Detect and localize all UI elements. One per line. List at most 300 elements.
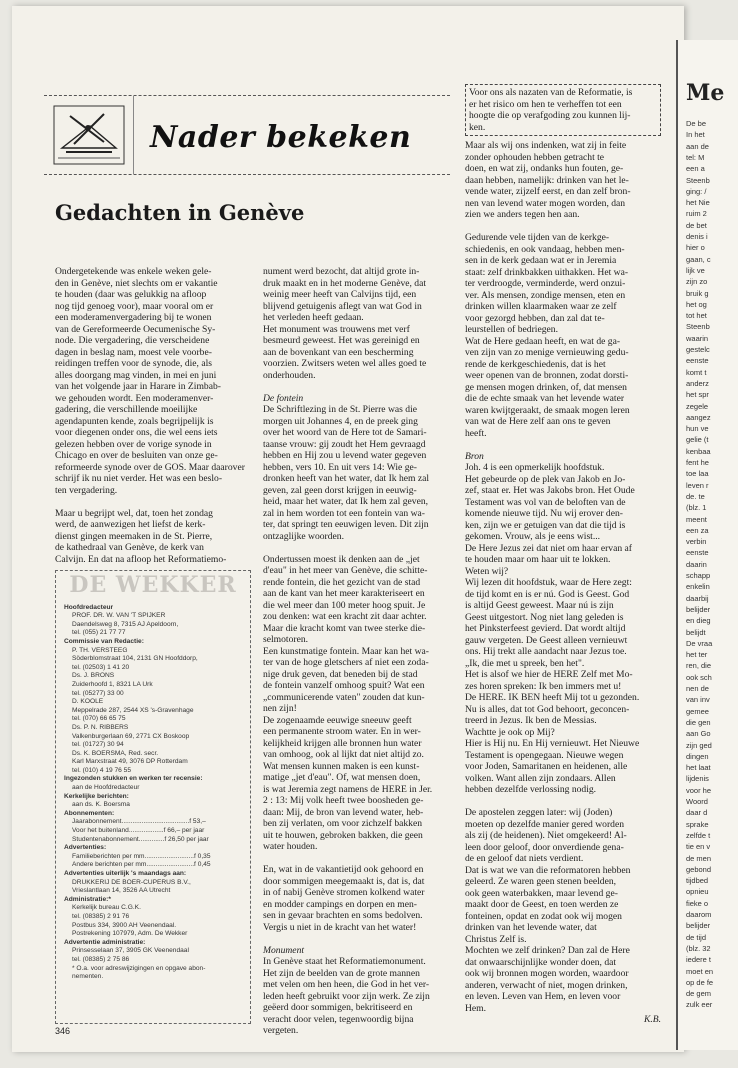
text-line: dronken heeft van het water, dat Ik hem zal: [263, 473, 430, 484]
adjacent-page-line: fent he: [686, 458, 709, 467]
adjacent-page-line: daar d: [686, 808, 708, 818]
adjacent-page-line: en dieg: [686, 616, 711, 626]
text-line: taanse vrouw: gij zoudt het Hem gevraagd: [263, 438, 426, 450]
adjacent-page-line: verbin: [686, 537, 707, 547]
text-line: [263, 853, 455, 865]
colophon-entry: Daendelsweg 8, 7315 AJ Apeldoorn,: [72, 620, 179, 628]
adjacent-page-line: gemee: [686, 706, 709, 716]
text-line: hebben dezelfde verlossing nodig.: [465, 784, 597, 795]
adjacent-page-line: zulk eer: [686, 1000, 713, 1010]
section-title: Nader bekeken: [150, 120, 412, 155]
colophon-label: Hoofdredacteur: [64, 603, 114, 611]
colophon-entry: tel. (05277) 33 00: [72, 689, 124, 697]
text-line: node. Die vergadering, die verscheidene: [55, 335, 210, 346]
colophon-entry: Familieberichten per mm...........................f 0,35: [72, 852, 211, 860]
article-column-3: [465, 84, 661, 1026]
adjacent-page-line: eenste: [686, 548, 709, 558]
adjacent-page-line: schapp: [686, 571, 711, 580]
text-line: heid, maar het water, dat Ik hem zal geven,: [263, 496, 429, 507]
colophon-entry: tel. (070) 66 65 75: [72, 715, 126, 723]
text-line: zes horen spreken: Ik ben immers met u!: [465, 680, 622, 692]
text-line: nen zijn!: [263, 703, 297, 714]
text-line: met velen om hen heen, die God in het ver-: [263, 979, 430, 990]
adjacent-page-line: hun ve: [686, 424, 709, 434]
adjacent-page-line: op de fe: [686, 977, 714, 987]
text-line: ven zijn van zo menige vernieuwing gedu-: [465, 347, 629, 358]
adjacent-page-line: nen de: [686, 684, 709, 693]
colophon-entry: Karl Marxstraat 49, 3076 DP Rotterdam: [72, 758, 188, 766]
text-line: er het risico om hen te verheffen tot een: [469, 98, 622, 110]
adjacent-page-line: kenbaa: [686, 446, 711, 456]
colophon-entry: Kerkelijk bureau C.G.K.: [72, 904, 141, 912]
colophon-entry: Studentenabonnement..............f 26,50 per jaar: [72, 835, 209, 843]
text-line: die de echte smaak van het levende water: [465, 393, 625, 404]
adjacent-page-line: gaan, c: [686, 254, 711, 264]
text-line: zien we anders tegen hen aan.: [465, 209, 580, 220]
adjacent-page-line: moet en: [686, 966, 714, 976]
text-line: De apostelen zeggen later: wij (Joden): [465, 807, 613, 818]
text-line: zef, staat er. Het was Jakobs bron. Het Oude: [465, 485, 635, 496]
text-line: van omhoog, ook al lijkt dat niet altijd zo.: [263, 749, 424, 760]
adjacent-page-line: komt t: [686, 367, 707, 377]
adjacent-page-line: het Nie: [686, 198, 710, 208]
text-line: [465, 439, 661, 451]
adjacent-page-line: enkelin: [686, 582, 710, 592]
text-line: zal in hem worden tot een fontein van wa-: [263, 507, 425, 519]
adjacent-page: [676, 40, 738, 1050]
adjacent-page-line: zegele: [686, 401, 709, 411]
text-line: leden heeft gebruikt voor zijn werk. Ze zijn: [263, 990, 430, 1002]
adjacent-page-line: gebond: [686, 864, 712, 874]
text-line: alles doorgang mag vinden, in mei en juni: [55, 369, 217, 381]
adjacent-page-line: tie en v: [686, 842, 711, 852]
text-line: moeten op dezelfde manier gered worden: [465, 818, 625, 830]
text-line: hebben, vers 10. En uit vers 14: Wie ge-: [263, 461, 417, 473]
text-line: daan: Mij, de bron van levend water, heb-: [263, 806, 424, 818]
text-line: dienst gingen meemaken in de St. Pierre,: [55, 530, 213, 542]
adjacent-page-line: De be: [686, 119, 707, 128]
text-line: een moderamenvergadering bij te wonen: [55, 312, 212, 323]
text-line: Hier is Hij nu. En Hij vernieuwt. Het Nieuwe: [465, 738, 640, 749]
text-line: [465, 796, 661, 808]
colophon-entry: Söderblomstraat 104, 2131 GN Hoofddorp,: [72, 655, 198, 663]
adjacent-page-line: de bet: [686, 220, 707, 230]
text-line: reformeerde synode over de GOS. Maar daarover: [55, 461, 245, 473]
text-line: weer openen van de bronnen, zodat dorsti-: [465, 370, 629, 381]
text-line: ken.: [469, 121, 486, 133]
adjacent-page-line: tot het: [686, 311, 707, 321]
text-line: „communicerende vaten" zouden dat kun-: [263, 691, 425, 703]
text-line: vergeten.: [263, 1025, 299, 1036]
text-line: uit te houwen, gebroken bakken, die geen: [263, 829, 423, 841]
colophon-entry: D. KOOLE: [72, 698, 104, 706]
text-line: rende fontein, die het gezicht van de stad: [263, 576, 421, 588]
colophon-entry: tel. (08385) 2 91 76: [72, 912, 130, 920]
text-line: drinken willen klaarmaken waar ze zelf: [465, 301, 617, 312]
adjacent-page-line: het og: [686, 299, 707, 309]
colophon-entry: tel. (01727) 30 94: [72, 741, 124, 749]
text-line: Weten wij?: [465, 565, 509, 577]
text-line: selmotoren.: [263, 634, 309, 645]
text-line: te houden (daar was gelukkig na afloop: [55, 289, 207, 300]
text-line: te houden maar om haar uit te lokken.: [465, 554, 611, 565]
colophon-entry: * O.a. voor adreswijzigingen en opgave abon-: [72, 964, 206, 972]
text-line: de fontein vanzelf omhoog spuit? Wat een: [263, 680, 425, 691]
adjacent-page-line: Steenb: [686, 175, 710, 185]
colophon-entry: Zuiderhoofd 1, 8321 LA Urk: [72, 680, 153, 688]
adjacent-page-line: aan Go: [686, 729, 711, 739]
text-line: geven, zal geen dorst krijgen in eeuwig-: [263, 484, 417, 496]
text-line: door sommigen meegemaakt is, dat is, dat: [263, 875, 425, 887]
adjacent-page-line: sprake: [686, 819, 709, 829]
text-line: veracht door velen, tegenwoordig bijna: [263, 1013, 414, 1025]
text-line: kelijkheid krijgen alle bronnen hun water: [263, 737, 422, 749]
colophon-entry: aan ds. K. Boersma: [72, 801, 130, 809]
text-line: ontzaglijke woorden.: [263, 530, 344, 542]
colophon-entry: Postbus 334, 3900 AH Veenendaal.: [72, 921, 177, 929]
colophon-label: Advertenties uiterlijk 's maandags aan:: [64, 870, 187, 877]
text-line: De fontein: [263, 392, 304, 404]
text-line: sen in gevaar brachten en soms bedolven.: [263, 910, 423, 921]
adjacent-page-line: anderz: [686, 378, 709, 388]
book-compass-icon: [44, 96, 134, 174]
adjacent-page-line: (blz. 1: [686, 503, 707, 513]
text-line: Geest uitgestort. Nog niet lang geleden is: [465, 611, 624, 623]
text-line: Dat is wat we van die reformatoren hebben: [465, 864, 631, 876]
text-line: ter verdroogde, verminderde, werd onzui-: [465, 278, 626, 289]
text-line: hoogte die op verafgoding zou kunnen lij-: [469, 110, 631, 121]
adjacent-page-line: gelie (t: [686, 435, 709, 445]
adjacent-page-line: een a: [686, 164, 705, 174]
colophon-entry: tel. (02503) 1 41 20: [72, 663, 130, 671]
text-line: aan de kant van het meer karakteriseert en: [263, 588, 425, 599]
colophon-label: Kerkelijke berichten:: [64, 792, 129, 800]
adjacent-page-line: ruim 2: [686, 209, 707, 219]
text-line: heeft.: [465, 427, 487, 439]
text-line: blijvend getuigenis aflegt van wat God in: [263, 300, 422, 312]
colophon-entry: Jaarabonnement.....................................f 53,–: [72, 818, 206, 826]
text-line: een permanente stroom water. En in wer-: [263, 726, 421, 737]
text-line: De zogenaamde eeuwige sneeuw geeft: [263, 714, 412, 726]
colophon-label: Advertenties:: [64, 844, 107, 852]
text-line: die wel meer dan 100 meter hoog spuit. Je: [263, 599, 426, 611]
text-line: Mochten we zelf drinken? Dan zal de Here: [465, 945, 630, 956]
text-line: geleerd. Ze waren geen stenen beelden,: [465, 876, 617, 887]
article-signature: K.B.: [643, 1014, 661, 1025]
text-line: anderen, verwacht of niet, mogen drinken,: [465, 979, 628, 991]
text-line: Calvijn. En dat na afloop het Reformatiemo-: [55, 553, 227, 565]
adjacent-page-line: eenste: [686, 356, 709, 366]
text-line: de en geloof dat niets verdient.: [465, 853, 584, 864]
text-line: druk maakt en in het moderne Genève, dat: [263, 277, 427, 289]
text-line: Het zijn de beelden van de grote mannen: [263, 967, 420, 979]
text-line: nige druk geven, dat beneden bij de stad: [263, 668, 418, 680]
text-line: voor diegenen onder ons, die wel eens iets: [55, 427, 218, 438]
text-line: [263, 542, 455, 554]
text-line: aan de bovenkant van een bescherming: [263, 346, 414, 358]
adjacent-page-line: gestelc: [686, 345, 710, 354]
adjacent-page-line: zijn zo: [686, 277, 708, 287]
adjacent-page-line: aangez: [686, 412, 711, 422]
colophon-entry: nementen.: [72, 973, 104, 981]
text-line: Het gebeurde op de plek van Jakob en Jo-: [465, 473, 626, 485]
text-line: [55, 496, 249, 508]
adjacent-page-line: waarin: [686, 333, 709, 343]
text-line: en modder campings en dorpen en men-: [263, 898, 417, 910]
text-line: en leven. Leven van Hem, en leven voor: [465, 991, 621, 1002]
adjacent-page-line: het ter: [686, 650, 708, 660]
adjacent-page-line: zelfde t: [686, 830, 711, 840]
text-line: komende nieuwe tijd. Nu wij erover den-: [465, 508, 623, 519]
text-line: zou denken: wat een kracht zit daar achter.: [263, 611, 427, 622]
text-line: matige „jet d'eau". Of, wat mensen doen,: [263, 772, 421, 783]
colophon-label: Administratie:*: [64, 895, 111, 903]
colophon-label: Abonnementen:: [64, 809, 115, 817]
text-line: is altijd Geest geweest. Maar nú is zijn: [465, 600, 614, 611]
text-line: 2 : 13: Mij volk heeft twee boosheden ge-: [263, 795, 424, 806]
text-line: hebben en Hij zou u levend water gegeven: [263, 450, 427, 461]
colophon-entry: tel. (010) 4 19 76 55: [72, 766, 132, 774]
adjacent-page-line: het laat: [686, 763, 711, 773]
text-line: Maar als wij ons indenken, wat zij in feite: [465, 140, 627, 151]
adjacent-page-line: de. te: [686, 491, 705, 501]
text-line: Monument: [263, 944, 305, 956]
text-line: Wat mensen kunnen maken is een kunst-: [263, 760, 420, 772]
adjacent-page-line: lijk ve: [686, 265, 705, 275]
adjacent-page-line: De vraa: [686, 638, 713, 648]
text-line: sen in de kerk gedaan wat er in Jeremia: [465, 255, 617, 266]
adjacent-page-line: daarbij: [686, 593, 709, 603]
text-line: zonder ophouden hebben getracht te: [465, 151, 605, 163]
text-line: leen door geloof, door onverdiende gena-: [465, 841, 624, 853]
colophon-entry: P. TH. VERSTEEG: [72, 646, 128, 654]
text-line: daan hebben, namelijk: drinken van het le-: [465, 174, 629, 186]
text-line: Hem.: [465, 1002, 487, 1014]
text-line: agendapunten kende, zoals begrijpelijk is: [55, 415, 214, 427]
text-line: ben zij verlaten, om voor zichzelf bakken: [263, 818, 423, 829]
text-line: als zij (de heidenen). Niet omgekeerd! Al-: [465, 830, 627, 841]
text-line: „Ik, die met u spreek, ben het".: [465, 657, 585, 669]
text-line: water houden.: [263, 841, 318, 852]
colophon-entry: Ds. J. BRONS: [72, 672, 115, 680]
adjacent-page-line: lijdenis: [686, 774, 709, 784]
colophon-entry: DRUKKERIJ DE BOER-CUPERUS B.V.,: [72, 878, 191, 886]
text-line: onderhouden.: [263, 369, 316, 381]
adjacent-page-line: iedere t: [686, 955, 712, 965]
article-column-2: [263, 266, 455, 1037]
adjacent-page-line: belijdt: [686, 627, 706, 637]
adjacent-page-line: leven r: [686, 480, 709, 490]
text-line: schiedenis, en ook vandaag, hebben men-: [465, 243, 625, 255]
adjacent-page-line: zijn ged: [686, 740, 712, 750]
text-line: morgen uit Johannes 4, en de preek ging: [263, 415, 418, 427]
adjacent-page-line: denis i: [686, 232, 708, 241]
colophon-entry: Valkenburgerlaan 69, 2771 CX Boskoop: [72, 732, 190, 740]
colophon-entry: PROF. DR. W. VAN 'T SPIJKER: [72, 612, 166, 620]
text-line: De Here Jezus zei dat niet om haar ervan af: [465, 542, 633, 554]
text-line: voor gezorgd hebben, dan zal dat te-: [465, 312, 605, 324]
text-line: ken, zijn we er getuigen van dat die tijd is: [465, 519, 626, 531]
text-line: Bron: [465, 450, 484, 462]
text-line: Testament is opengegaan. Nieuwe wegen: [465, 749, 624, 761]
text-line: doen, en wat zij, ondanks hun fouten, ge-: [465, 163, 624, 174]
text-line: ge mensen mogen drinken, of, dat mensen: [465, 381, 627, 393]
section-logo: [44, 96, 134, 174]
text-line: gadering, die verschillende moeilijke: [55, 404, 198, 415]
adjacent-page-line: daarin: [686, 559, 707, 569]
text-line: schrijf ik nu niet verder. Het was een beslo-: [55, 473, 223, 484]
text-line: Testament was vol van de beloften van de: [465, 496, 626, 508]
adjacent-page-line: meent: [686, 514, 707, 524]
text-line: over het woord van de Here tot de Samari-: [263, 427, 427, 438]
text-line: En, wat in de vakantietijd ook gehoord en: [263, 864, 424, 875]
adjacent-page-line: ren, die: [686, 661, 712, 671]
text-line: besmeurd geweest. Het was gereinigd en: [263, 335, 420, 346]
adjacent-page-line: de men: [686, 853, 712, 863]
text-line: Voor ons als nazaten van de Reformatie, is: [469, 87, 633, 98]
text-line: [263, 381, 455, 393]
adjacent-page-line: hier o: [686, 243, 705, 253]
text-line: volken. Want allen zijn zondaars. Allen: [465, 772, 616, 784]
text-line: dagen in beslag nam, moest vele voorbe-: [55, 346, 212, 358]
text-line: van wat de Here zelf aan ons te geven: [465, 416, 611, 427]
text-line: weinig meer heeft van Calvijns tijd, een: [263, 289, 417, 300]
boxed-note: [465, 84, 661, 136]
text-line: gekomen. Vrouw, als je eens wist...: [465, 531, 601, 542]
text-line: treerd in Jezus. Ik ben de Messias.: [465, 715, 597, 726]
colophon-entry: Andere berichten per mm..........................f 0,45: [72, 861, 211, 869]
text-line: Maar die kracht komt van twee sterke die-: [263, 622, 426, 634]
text-line: dat onwaarschijnlijke wonder doen, dat: [465, 956, 617, 968]
adjacent-page-line: voor he: [686, 785, 712, 795]
colophon-label: Advertentie administratie:: [64, 938, 146, 946]
text-line: gauw vergeten. De Geest alleen vernieuwt: [465, 634, 628, 646]
colophon-masthead: DE WEKKER: [69, 572, 237, 598]
text-line: In Genève staat het Reformatiemonument.: [263, 956, 426, 967]
text-line: Het is alsof we hier de HERE Zelf met Mo-: [465, 669, 633, 680]
text-line: den in Genève, niet slechts om er vakantie: [55, 277, 218, 289]
text-line: ver. Als mensen, zondige mensen, eten en: [465, 289, 626, 301]
text-line: staat: zelf drinkbakken uithakken. Het wa-: [465, 266, 629, 278]
text-line: het verleden heeft gedaan.: [263, 312, 364, 323]
text-line: van de Gereformeerde Oecumenische Sy-: [55, 323, 216, 335]
text-line: geëerd door sommigen, bekritiseerd en: [263, 1002, 413, 1013]
text-line: werd, de aanwezigen het liefst de kerk-: [55, 519, 206, 530]
text-line: we gehouden wordt. Een moderamenver-: [55, 392, 214, 404]
colophon-label: Commissie van Redactie:: [64, 637, 144, 645]
text-line: vende water, zijzelf eerst, en dan zelf bron-: [465, 186, 631, 197]
text-line: nog tijd genoeg voor), maar vooral om er: [55, 300, 214, 312]
article-title: Gedachten in Genève: [55, 200, 305, 225]
adjacent-page-line: Woord: [686, 797, 708, 806]
text-line: leurstellen of bedriegen.: [465, 324, 558, 335]
adjacent-page-line: daarom: [686, 910, 712, 919]
text-line: Wij lezen dit hoofdstuk, waar de Here zegt:: [465, 577, 632, 588]
text-line: De HERE. IK BEN heeft Mij tot u gezonden.: [465, 692, 640, 703]
article-column-1: [55, 266, 249, 565]
text-line: Wat de Here gedaan heeft, en wat de ga-: [465, 335, 621, 347]
text-line: van het volgende jaar in Harare in Zimbab-: [55, 381, 221, 392]
text-line: is wat Jeremia zegt namens de HERE in Jer.: [263, 783, 433, 795]
text-line: [263, 933, 455, 945]
adjacent-page-line: belijder: [686, 604, 711, 614]
text-line: Wachtte je ook op Mij?: [465, 726, 555, 738]
text-line: in of nabij Genève stromen kolkend water: [263, 887, 425, 898]
text-line: Joh. 4 is een opmerkelijk hoofdstuk.: [465, 462, 605, 473]
adjacent-page-line: In het: [686, 130, 705, 140]
text-line: Het monument was trouwens met verf: [263, 323, 410, 335]
text-line: nen van levend water mogen worden, dan: [465, 197, 626, 209]
adjacent-page-line: ging: /: [686, 186, 707, 196]
colophon: [55, 570, 251, 1024]
adjacent-page-line: de gem: [686, 989, 712, 999]
text-line: Vergis u niet in de kracht van het water!: [263, 921, 417, 933]
text-line: Maar u begrijpt wel, dat, toen het zondag: [55, 507, 213, 519]
colophon-entry: Vrieslantlaan 14, 3526 AA Utrecht: [72, 887, 171, 895]
colophon-entry: Prinsesselaan 37, 3905 GK Veenendaal: [72, 947, 189, 955]
adjacent-page-line: Steenb: [686, 322, 710, 332]
text-line: reidingen treffen voor de synode, die, als: [55, 358, 213, 369]
text-line: ons. Hij trekt alle aandacht naar Jezus toe.: [465, 646, 627, 657]
text-line: de tijd komt en is er nú. God is Geest. God: [465, 588, 630, 600]
colophon-entry: tel. (055) 21 77 77: [72, 629, 126, 637]
colophon-entry: aan de Hoofdredacteur: [72, 784, 140, 792]
adjacent-page-line: bruik g: [686, 288, 709, 298]
text-line: de kathedraal van Genève, de kerk van: [55, 542, 204, 553]
adjacent-page-line: die gen: [686, 717, 711, 727]
adjacent-page-line: ook sch: [686, 672, 712, 682]
text-line: rende de kerkgeschiedenis, dat is het: [465, 358, 606, 370]
text-line: ter, dat springt ten eeuwigen leven. Dit zijn: [263, 519, 429, 530]
text-line: het Pinksterfeest gevierd. Dat wordt altijd: [465, 623, 626, 634]
page-number: 346: [55, 1026, 71, 1036]
text-line: ook wij bronnen mogen worden, waardoor: [465, 968, 629, 979]
adjacent-page-line: van inv: [686, 695, 710, 705]
text-line: Christus Zelf is.: [465, 933, 527, 945]
text-line: drinken van het levende water, dat: [465, 922, 597, 933]
text-line: Gedurende vele tijden van de kerkge-: [465, 232, 610, 243]
text-line: ter van de hoge gletschers af niet een zoda-: [263, 657, 429, 668]
colophon-entry: tel. (08385) 2 75 86: [72, 955, 130, 963]
text-line: d'eau" in het meer van Genève, die schitte-: [263, 565, 428, 576]
text-line: gelezen hebben over de vorige synode in: [55, 438, 212, 450]
text-line: waren kwijtgeraakt, de smaak mogen leren: [465, 404, 630, 416]
adjacent-page-heading: Me: [686, 80, 725, 106]
adjacent-page-line: dingen: [686, 751, 709, 761]
adjacent-page-line: het spr: [686, 390, 709, 400]
adjacent-page-line: fieke o: [686, 898, 709, 908]
text-line: Chicago en over de besluiten van onze ge-: [55, 450, 218, 461]
adjacent-page-line: tel: M: [686, 152, 705, 162]
text-line: ten vergadering.: [55, 484, 118, 496]
text-line: [465, 221, 661, 233]
colophon-entry: Voor het buitenland...................f 66,– per jaar: [72, 827, 205, 835]
adjacent-page-line: belijder: [686, 921, 711, 931]
text-line: voorzien. Zwitsers weten wel alles goed te: [263, 358, 427, 369]
text-line: Ondergetekende was enkele weken gele-: [55, 266, 212, 277]
text-line: De Schriftlezing in de St. Pierre was die: [263, 404, 417, 415]
colophon-entry: Ds. P. N. RIBBERS: [72, 723, 129, 731]
text-line: Ondertussen moest ik denken aan de „jet: [263, 553, 420, 565]
adjacent-page-line: de tijd: [686, 932, 707, 942]
text-line: voor Joden, Samaritanen en heidenen, alle: [465, 761, 628, 772]
adjacent-page-line: toe laa: [686, 469, 709, 479]
adjacent-page-line: aan de: [686, 141, 709, 151]
adjacent-page-line: tijdbed: [686, 876, 709, 886]
text-line: maakt door de Geest, en toen werden ze: [465, 899, 619, 910]
text-line: fonteinen, opdat en zodat ook wij mogen: [465, 910, 622, 922]
adjacent-page-line: (blz. 32: [686, 943, 711, 953]
